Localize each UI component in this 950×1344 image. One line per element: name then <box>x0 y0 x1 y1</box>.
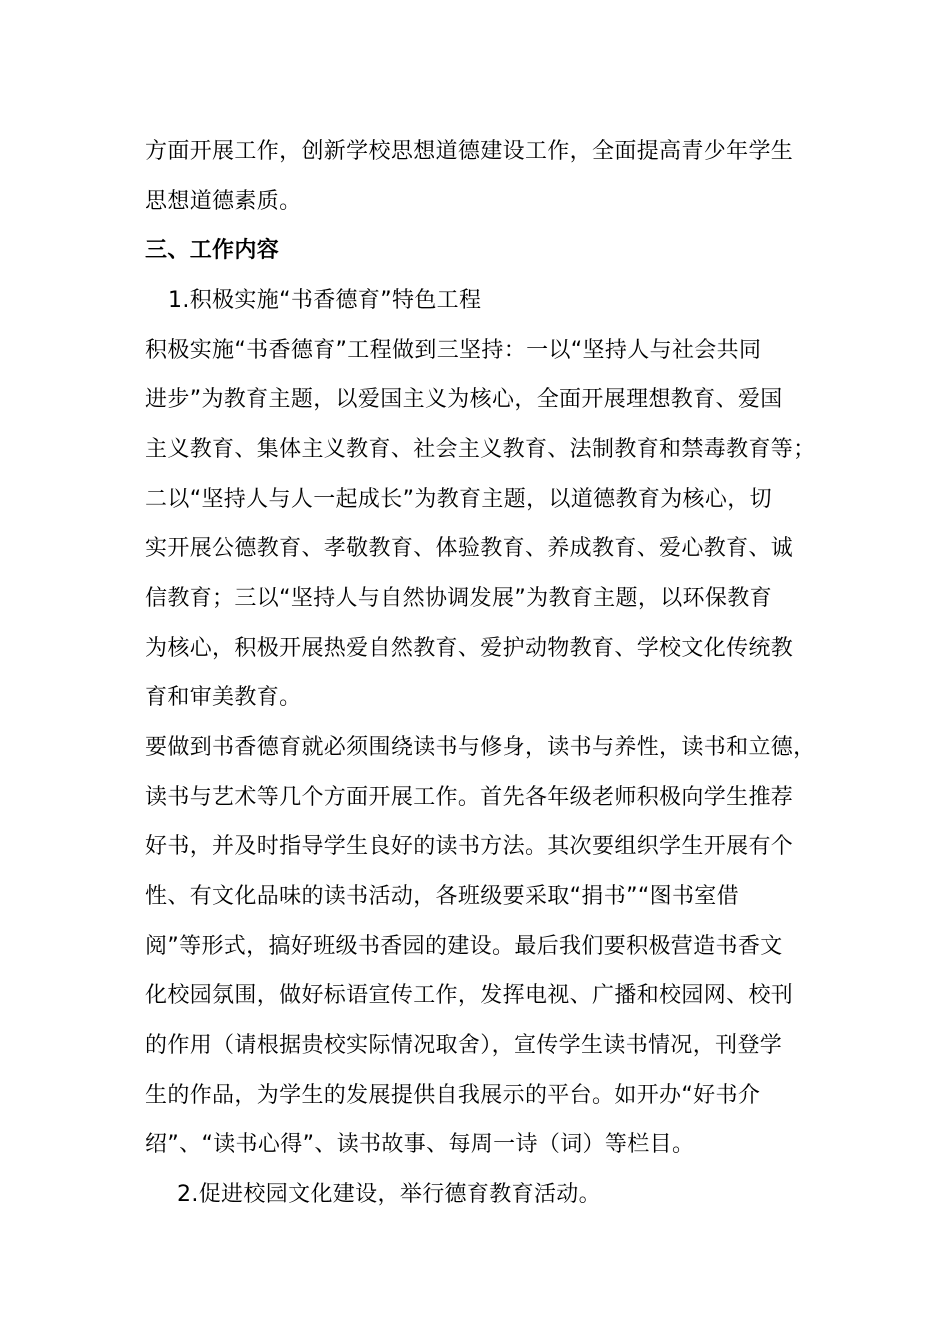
section-heading: 三、工作内容 <box>145 238 280 263</box>
paragraph-line: 主义教育、集体主义教育、社会主义教育、法制教育和禁毒教育等； <box>145 437 816 462</box>
paragraph-line: 生的作品，为学生的发展提供自我展示的平台。如开办“好书介 <box>145 1083 761 1108</box>
paragraph-line: 性、有文化品味的读书活动，各班级要采取“捐书”“图书室借 <box>145 884 739 909</box>
paragraph-line: 阅”等形式，搞好班级书香园的建设。最后我们要积极营造书香文 <box>145 934 783 959</box>
paragraph-line: 好书，并及时指导学生良好的读书方法。其次要组织学生开展有个 <box>145 834 794 859</box>
paragraph-line: 读书与艺术等几个方面开展工作。首先各年级老师积极向学生推荐 <box>145 785 794 810</box>
subsection-heading: 2.促进校园文化建设，举行德育教育活动。 <box>177 1182 601 1207</box>
paragraph-line: 化校园氛围，做好标语宣传工作，发挥电视、广播和校园网、校刊 <box>145 983 794 1008</box>
paragraph-line: 进步”为教育主题，以爱国主义为核心，全面开展理想教育、爱国 <box>145 387 783 412</box>
subsection-heading: 1.积极实施“书香德育”特色工程 <box>168 288 482 313</box>
paragraph-line: 信教育；三以“坚持人与自然协调发展”为教育主题，以环保教育 <box>145 586 772 611</box>
paragraph-line: 方面开展工作，创新学校思想道德建设工作，全面提高青少年学生 <box>145 139 794 164</box>
paragraph-line: 二以“坚持人与人一起成长”为教育主题，以道德教育为核心，切 <box>145 487 772 512</box>
paragraph-line: 绍”、“读书心得”、读书故事、每周一诗（词）等栏目。 <box>145 1132 695 1157</box>
paragraph-line: 要做到书香德育就必须围绕读书与修身，读书与养性，读书和立德， <box>145 735 816 760</box>
paragraph-line: 育和审美教育。 <box>145 685 302 710</box>
paragraph-line: 实开展公德教育、孝敬教育、体验教育、养成教育、爱心教育、诚 <box>145 536 794 561</box>
paragraph-line: 为核心，积极开展热爱自然教育、爱护动物教育、学校文化传统教 <box>145 636 794 661</box>
paragraph-line: 思想道德素质。 <box>145 189 302 214</box>
paragraph-line: 积极实施“书香德育”工程做到三坚持：一以“坚持人与社会共同 <box>145 338 762 363</box>
paragraph-line: 的作用（请根据贵校实际情况取舍），宣传学生读书情况，刊登学 <box>145 1033 783 1058</box>
